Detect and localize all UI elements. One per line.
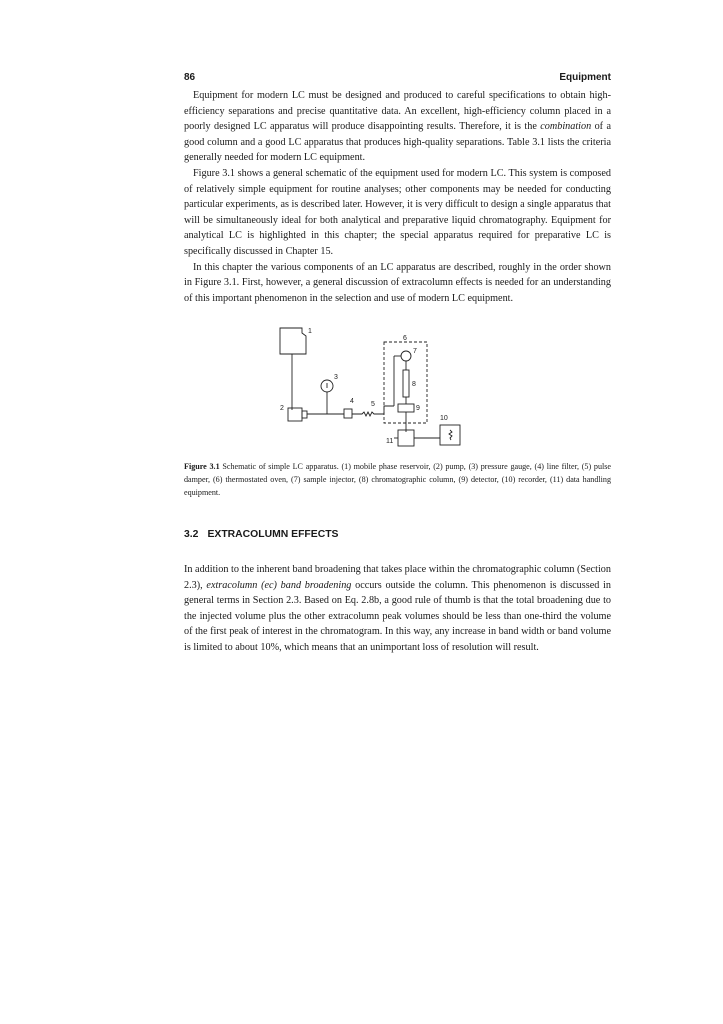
label-8: 8 [412,381,416,389]
section-paragraph-part1: In addition to the inherent band broadening that takes place within the chromatographic column (Section 2.3), [184,564,611,591]
detector-shape [398,404,414,412]
figure-caption [184,461,611,499]
paragraph-2: Figure 3.1 shows a general schematic of the equipment used for modern LC. This system is composed of relatively simple equipment for routine analyses; other components may be needed for conducting particular experiments, as is described later. However, it is very difficult to design a single apparatus that will be simultaneously ideal for both analytical and preparative liquid chromatography. Equipment for analytical LC is highlighted in this chapter; the special apparatus required for preparative LC is specifically discussed in Chapter 15. [184,167,611,257]
injector-shape [401,351,411,361]
label-1: 1 [308,328,312,336]
book-page [184,70,611,656]
column-shape [403,370,409,397]
line-filter-shape [344,409,352,418]
section-paragraph-part2: occurs outside the column. This phenomenon is discussed in general terms in Section 2.3. Based on Eq. 2.8b, a good rule of thumb is that the total broadening due to the injected volume plus the other extracolumn peak volumes should be less than one-third the volume of the first peak of interest in the chromatogram. In this way, any increase in band width or band volume is limited to about 10%, which means that an unimportant loss of resolution will result. [184,579,611,654]
reservoir-shape [280,328,306,354]
label-7: 7 [413,348,417,356]
section-number: 3.2 [184,529,199,541]
label-10: 10 [440,415,448,423]
section-paragraph-emphasis: extracolumn (ec) band broadening [206,579,352,591]
pump-shape [288,408,302,421]
section-heading [184,529,611,540]
running-head [184,70,611,88]
label-11: 11 [386,438,394,446]
figure-caption-label: Figure 3.1 [184,462,220,472]
lc-schematic-diagram [184,324,611,451]
line-damper-oven [384,406,394,414]
section-paragraph [184,562,611,656]
label-3: 3 [334,374,338,382]
label-2: 2 [280,405,284,413]
figure-lc-schematic [184,324,611,451]
label-9: 9 [416,405,420,413]
running-title: Equipment [559,72,611,83]
label-4: 4 [350,398,354,406]
recorder-trace [449,430,452,440]
data-handling-shape [398,430,414,446]
pump-head-shape [302,411,307,418]
label-6: 6 [403,335,407,343]
oven-shape [384,342,427,423]
pulse-damper-shape [352,412,384,416]
label-5: 5 [371,401,375,409]
paragraph-1-after: of a good column and a good LC apparatus that produces high-quality separations. Table 3.1 lists the criteria generally needed for modern LC equipment. [184,121,611,164]
section-title: EXTRACOLUMN EFFECTS [207,529,339,541]
page-number: 86 [184,72,196,83]
paragraph-3: In this chapter the various components of an LC apparatus are described, roughly in the order shown in Figure 3.1. First, however, a general discussion of extracolumn effects is needed for an understanding of this important phenomenon in the selection and use of modern LC equipment. [184,261,611,304]
paragraph-1 [184,88,611,166]
paragraph-1-before: Equipment for modern LC must be designed and produced to careful specifications to obtain high-efficiency separations and precise quantitative data. An excellent, high-efficiency column placed in a poorly designed LC apparatus will produce disappointing results. Therefore, it is the [184,90,611,133]
figure-caption-text: Schematic of simple LC apparatus. (1) mobile phase reservoir, (2) pump, (3) pressure gauge, (4) line filter, (5) pulse damper, (6) thermostated oven, (7) sample injector, (8) chromatographic column, (9) detector, (10) recorder, (11) data handling equipment. [184,462,611,497]
paragraph-1-emphasis: combination [540,121,592,133]
